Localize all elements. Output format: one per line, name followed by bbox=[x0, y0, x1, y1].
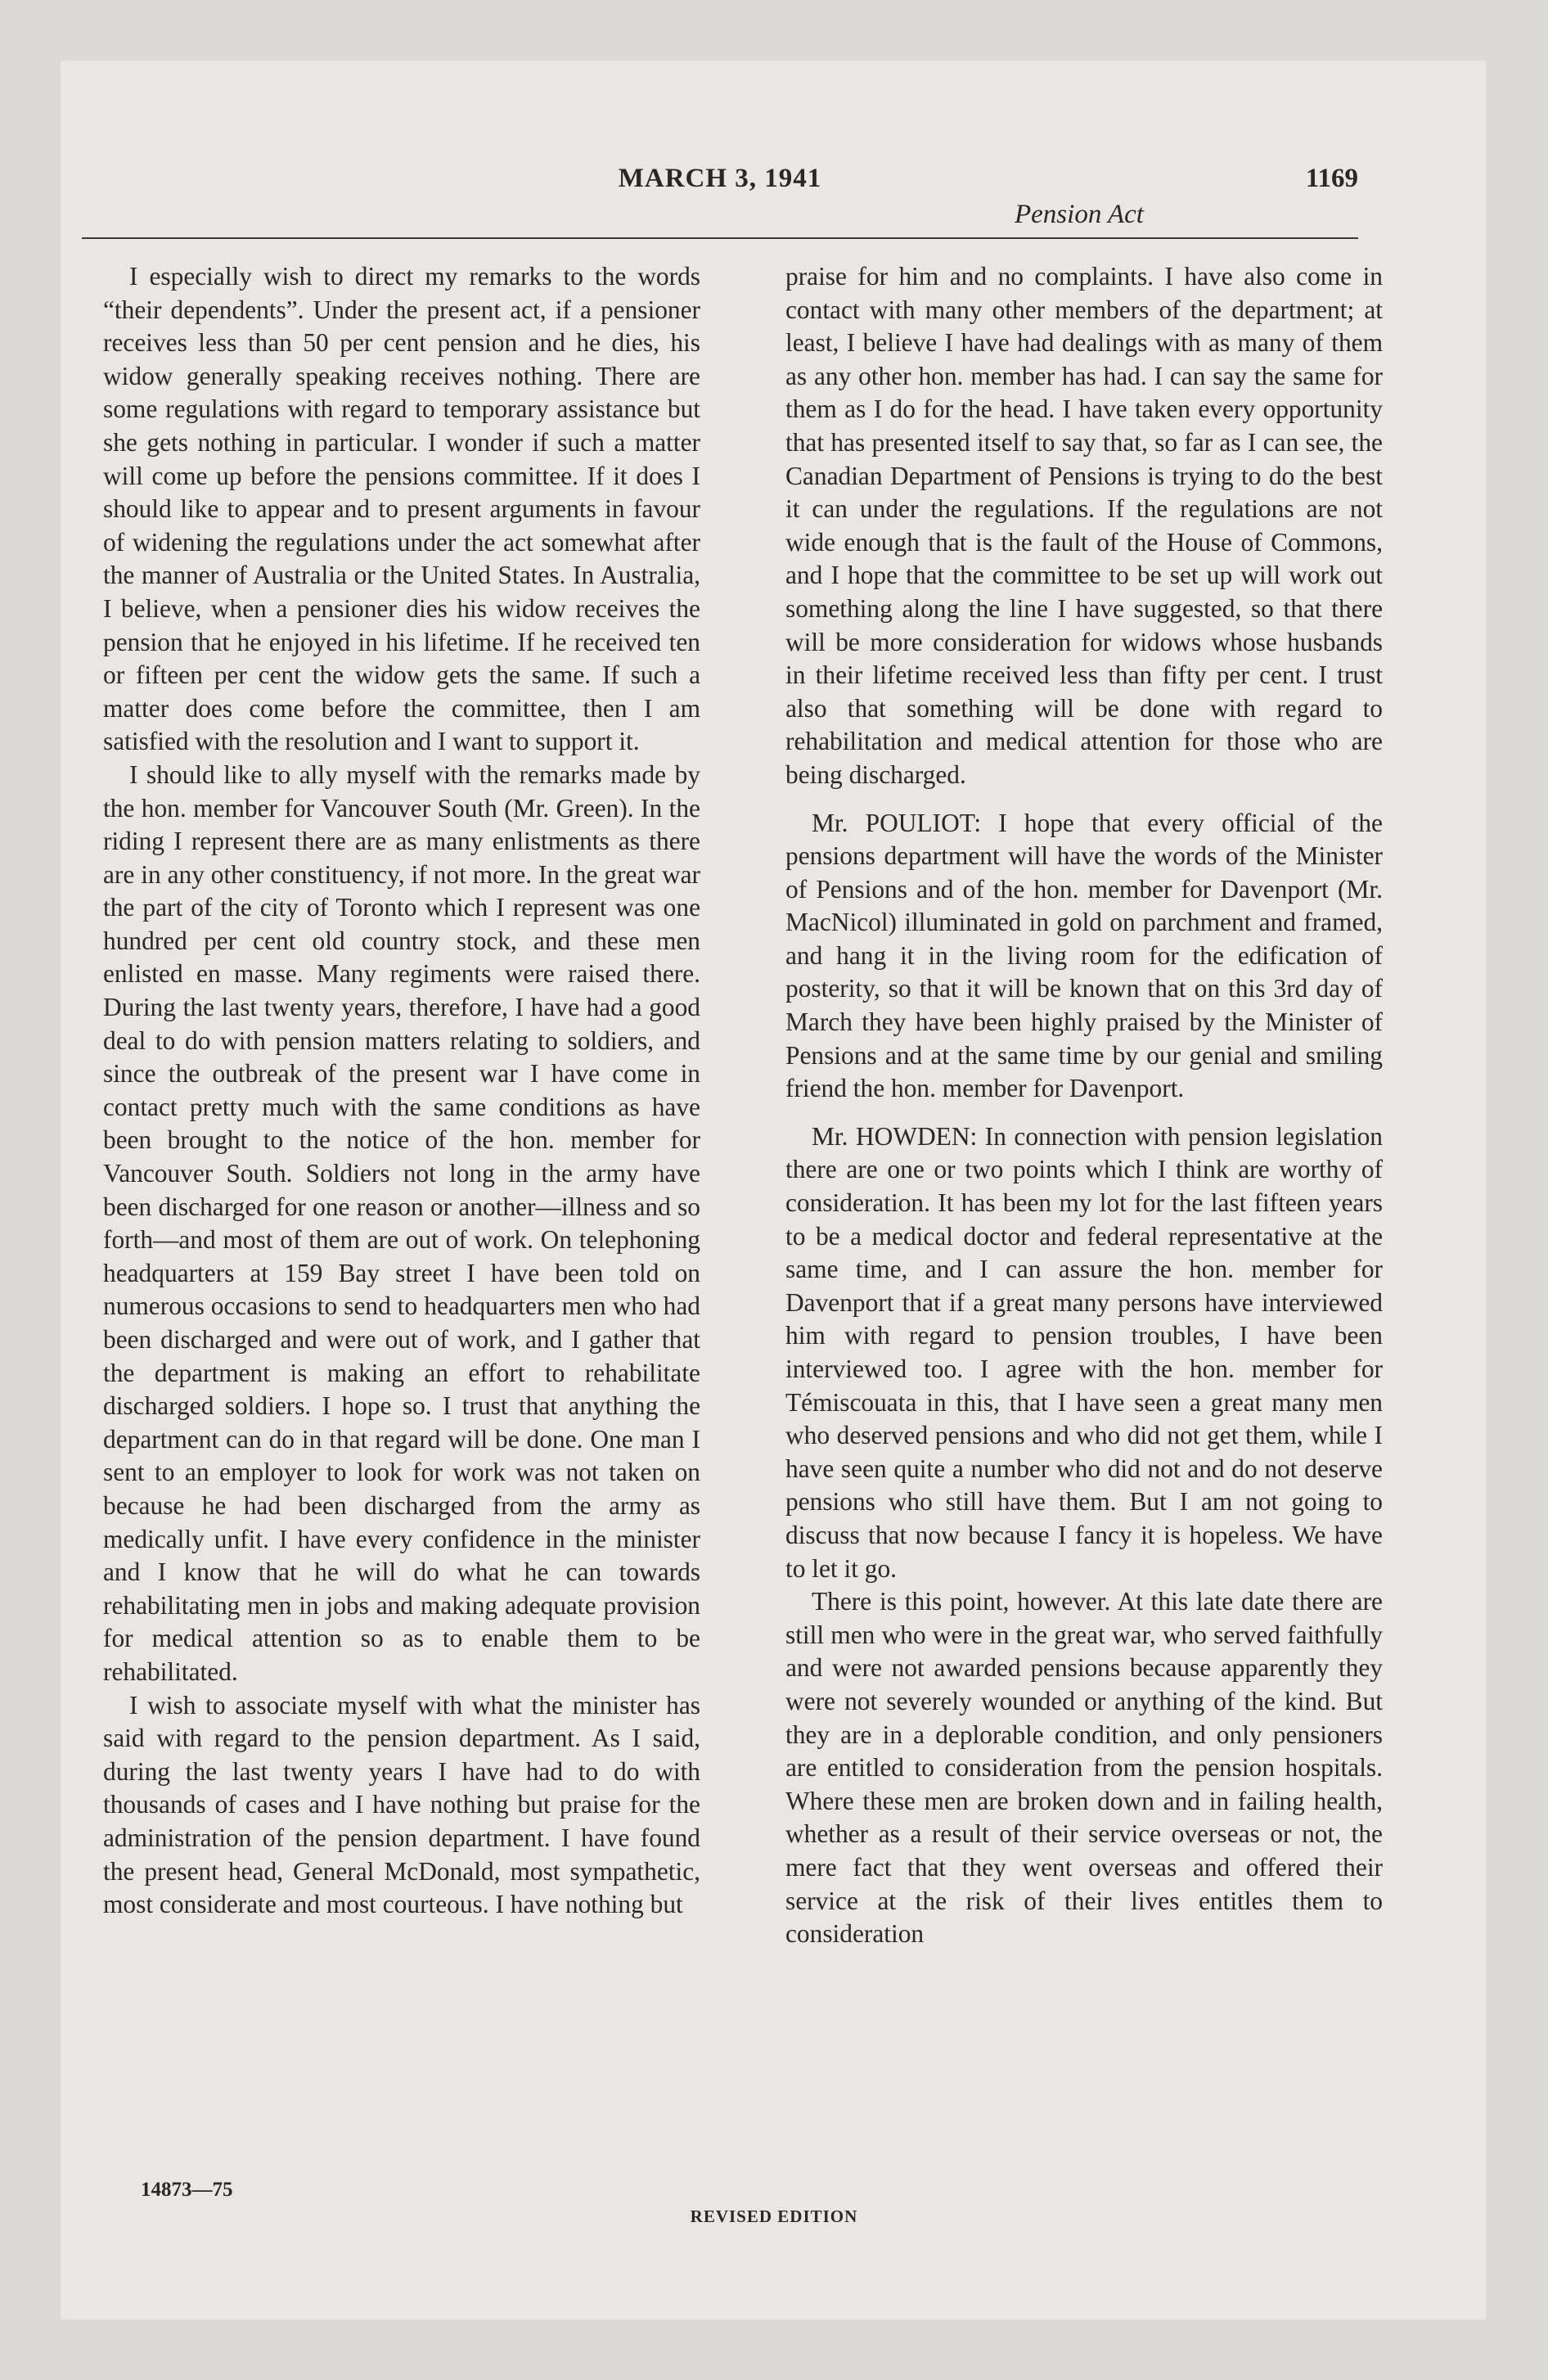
footer-edition: REVISED EDITION bbox=[690, 2206, 858, 2226]
page-header bbox=[82, 95, 1358, 229]
footer-edition-wrap bbox=[0, 2206, 1548, 2227]
left-column bbox=[103, 260, 700, 1922]
footer-code: 14873—75 bbox=[141, 2179, 233, 2201]
right-column bbox=[785, 260, 1383, 1951]
paragraph: I especially wish to direct my remarks to the words “their dependents”. Under the present act, if a pensioner receives less than 50 per cent pension and he dies, his widow generally speaking receives nothing. There are some regulations with regard to temporary assistance but she gets nothing in particular. I wonder if such a matter will come up before the pensions committee. If it does I should like to appear and to present arguments in favour of widening the regulations under the act somewhat after the manner of Australia or the United States. In Australia, I believe, when a pensioner dies his widow receives the pension that he enjoyed in his lifetime. If he received ten or fifteen per cent the widow gets the same. If such a matter does come before the committee, then I am satisfied with the resolution and I want to support it. bbox=[103, 262, 700, 756]
header-rule bbox=[82, 237, 1358, 239]
paragraph-pouliot: Mr. POULIOT: I hope that every official of the pensions department will have the words of the Minister of Pensions and of the hon. member for Davenport (Mr. MacNicol) illuminated in gold on parchment and framed, and hang it in the living room for the edification of posterity, so that it will be known that on this 3rd day of March they have been highly praised by the Minister of Pensions and at the same time by our genial and smiling friend the hon. member for Davenport. bbox=[785, 808, 1383, 1103]
paragraph: I should like to ally myself with the remarks made by the hon. member for Vancouver South (Mr. Green). In the riding I represent there are as many enlistments as there are in any other constituency, if not more. In the great war the part of the city of Toronto which I represent was one hundred per cent old country stock, and these men enlisted en masse. Many regiments were raised there. During the last twenty years, therefore, I have had a good deal to do with pension matters relating to soldiers, and since the outbreak of the present war I have come in contact pretty much with the same conditions as have been brought to the notice of the hon. member for Vancouver South. Soldiers not long in the army have been discharged for one reason or another—illness and so forth—and most of them are out of work. On telephoning headquarters at 159 Bay street I have been told on numerous occasions to send to headquarters men who had been discharged and were out of work, and I gather that the department is making an effort to rehabilitate discharged soldiers. I hope so. I trust that anything the department can do in that regard will be done. One man I sent to an employer to look for work was not taken on because he had been discharged from the army as medically unfit. I have every confidence in the minister and I know that he will do what he can towards rehabilitating men in jobs and making adequate provision for medical attention so as to enable them to be rehabilitated. bbox=[103, 760, 700, 1686]
running-title: Pension Act bbox=[1015, 200, 1144, 229]
paragraph: praise for him and no complaints. I have also come in contact with many other members of the department; at least, I believe I have had dealings with as many of them as any other hon. member has had. I can say the same for them as I do for the head. I have taken every opportunity that has presented itself to say that, so far as I can see, the Canadian Department of Pensions is trying to do the best it can under the regulations. If the regulations are not wide enough that is the fault of the House of Commons, and I hope that the committee to be set up will work out something along the line I have suggested, so that there will be more consideration for widows whose husbands in their lifetime received less than fifty per cent. I trust also that something will be done with regard to rehabilitation and medical attention for those who are being discharged. bbox=[785, 262, 1383, 789]
paragraph: I wish to associate myself with what the minister has said with regard to the pension department. As I said, during the last twenty years I have had to do with thousands of cases and I have nothing but praise for the administration of the pension department. I have found the present head, General McDonald, most sympathetic, most considerate and most courteous. I have nothing but bbox=[103, 1690, 700, 1919]
paragraph-howden: Mr. HOWDEN: In connection with pension legislation there are one or two points which I think are worthy of consideration. It has been my lot for the last fifteen years to be a medical doctor and federal representative at the same time, and I can assure the hon. member for Davenport that if a great many persons have interviewed him with regard to pension troubles, I have been interviewed too. I agree with the hon. member for Témiscouata in this, that I have seen a great many men who deserved pensions and who did not get them, while I have seen quite a number who did not and do not deserve pensions who still have them. But I am not going to discuss that now because I fancy it is hopeless. We have to let it go. bbox=[785, 1121, 1383, 1583]
paragraph: There is this point, however. At this late date there are still men who were in the great war, who served faithfully and were not awarded pensions because apparently they were not severely wounded or anything of the kind. But they are in a deplorable condition, and only pensioners are entitled to consideration from the pension hospitals. Where these men are broken down and in failing health, whether as a result of their service overseas or not, the mere fact that they went overseas and offered their service at the risk of their lives entitles them to consideration bbox=[785, 1587, 1383, 1949]
page-date: MARCH 3, 1941 bbox=[618, 164, 822, 193]
page-number: 1169 bbox=[1305, 164, 1358, 193]
